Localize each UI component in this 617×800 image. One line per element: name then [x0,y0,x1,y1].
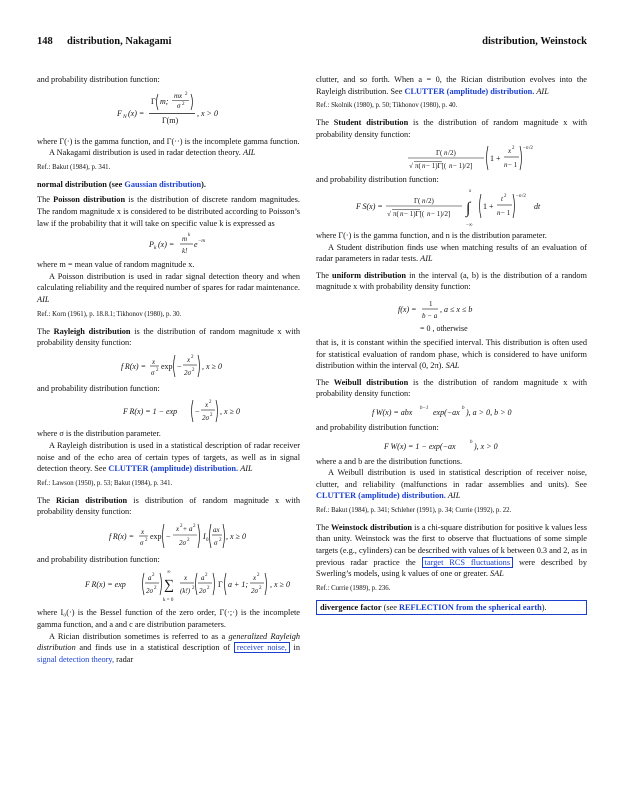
header-left-title: distribution, Nakagami [67,36,172,47]
svg-text:0: 0 [206,537,209,543]
reference: Ref.: Currie (1989), p. 236. [316,584,391,592]
svg-text:I: I [203,531,206,541]
svg-text:∞: ∞ [167,570,171,576]
svg-text:n: n [449,162,453,171]
equation-rayleigh-pdf [37,349,300,383]
reference: Ref.: Bakut (1984), p. 341; Schleher (1991), p. 34; Currie (1992), p. 22. [316,506,512,514]
svg-text:−: − [177,361,182,371]
eq-num-frac-bot: σ [177,101,181,110]
italic-term: generalized Rayleigh distribution [37,631,301,653]
page-header [37,36,587,50]
eq-den: Γ(m) [162,115,179,125]
entry-term: Poisson distribution [53,195,126,205]
paragraph: where I₀(·) is the Bessel function of the zero order, Γ(·;·) is the incomplete gamma function, and a and c are distribution parameters. [37,608,300,630]
svg-text:−: − [516,193,519,199]
paragraph-text: A Poisson distribution is used in radar signal detection theory and when calculating reliability and the required number of spares for radar maintenance. [37,271,300,293]
equation-nakagami-cdf [37,86,300,136]
svg-text:n: n [444,149,448,158]
eq-num-frac-bot-sup: 2 [182,101,185,107]
svg-text:−∞: −∞ [466,222,473,228]
svg-text:2: 2 [259,586,262,592]
svg-text:x: x [253,574,257,583]
eq-lhs: P [149,240,154,250]
svg-text:2: 2 [152,573,155,579]
eq-den: k! [182,247,188,256]
svg-text:x: x [469,188,472,194]
signature: AIL [420,254,433,264]
reference: Ref.: Skolnik (1980), p. 50; Tikhonov (1980), p. 40. [316,102,458,110]
svg-text:− 1)Γ[(: − 1)Γ[( [426,162,447,171]
eq-num-frac-sup: 2 [185,91,188,97]
eq-lhs: F R(x) = exp [85,580,126,590]
svg-text:2: 2 [512,146,515,152]
svg-text:π(: π( [393,209,399,218]
eq-num: m [182,235,188,244]
equation-weibull-pdf [316,400,587,422]
entry-rician [37,495,300,518]
svg-text:2: 2 [193,523,196,529]
eq-sup: b−1 [420,405,429,411]
cross-reference-link[interactable]: CLUTTER (amplitude) distribution. [404,86,535,96]
svg-text:a: a [189,524,193,533]
svg-text:2: 2 [180,523,183,529]
left-column [37,74,300,665]
equation-rician-pdf [37,518,300,554]
svg-text:2: 2 [205,573,208,579]
eq-num-gamma: Γ [151,96,156,106]
svg-text:k = 0: k = 0 [163,598,174,604]
cross-reference-link[interactable]: CLUTTER (amplitude) distribution. [108,464,239,474]
entry-end: ). [201,179,206,189]
eq-lhs: F R(x) = 1 − exp [123,407,178,417]
receiver-noise-link[interactable]: receiver noise, [234,642,290,653]
svg-text:exp: exp [161,361,173,371]
eq-cond: , x > 0 [197,108,218,118]
paragraph [316,467,587,502]
paragraph-text: radar [114,654,134,664]
equation-rayleigh-cdf [37,394,300,428]
reference: Ref.: Lawson (1950), p. 53; Bakut (1984), p. 341. [37,479,173,487]
svg-text:2: 2 [187,537,190,543]
paragraph-text: that is, it is constant within the specified interval. This distribution is often used for statistical evaluation of random phase, which is considered to have uniform distribution within the interval (0, 2π). [316,337,587,371]
svg-text:a: a [148,574,152,583]
entry-term: Rayleigh distribution [53,326,131,336]
entry-the: The [316,118,334,128]
eq-end: ), x > 0 [474,441,498,451]
entry-the: The [316,522,332,532]
svg-text:∫: ∫ [466,199,471,217]
eq-lhs: F S(x) = [356,201,383,211]
entry-text: is the distribution of random magnitude x with probability density function: [37,326,301,348]
svg-text:2: 2 [257,573,260,579]
svg-text:2: 2 [156,367,159,373]
svg-text:2σ: 2σ [179,538,186,547]
eq-else: = 0 , otherwise [420,323,468,333]
eq-lhs: f W(x) = abx [372,407,413,417]
svg-text:2σ: 2σ [199,587,206,596]
eq-sub: k [154,245,157,252]
svg-text:− 1: − 1 [501,208,511,217]
eq-lhs: f R(x) = [121,361,146,371]
entry-weinstock [316,522,587,580]
entry-the: The [37,195,54,205]
equation-rician-cdf [37,565,300,607]
entry-text: is a chi-square distribution for positive k values less than unity. Weinstock was the first to observe that fluctuations of some simple targets (e.g., cylinders) can be described with values of k between 0.3 and 2, as in previous radar practice the [316,522,588,567]
svg-text:σ: σ [151,368,155,377]
paragraph [316,242,587,265]
svg-text:+: + [183,524,187,533]
cross-reference-link[interactable]: REFLECTION from the spherical earth [399,602,542,612]
svg-text:Γ: Γ [218,580,223,590]
equation-weibull-cdf [316,434,587,456]
paragraph: where Γ(·) is the gamma function, and n is the distribution parameter. [316,230,547,240]
entry-the: The [316,270,332,280]
paragraph: where σ is the distribution parameter. [37,429,161,439]
eq-sub: N [123,113,127,120]
svg-text:n: n [497,208,501,217]
entry-the: The [37,326,54,336]
equation-student-pdf [316,140,587,174]
entry-normal-distribution [37,179,300,191]
eq-end: ), a > 0, b > 0 [466,407,512,417]
svg-text:2σ: 2σ [146,587,153,596]
target-rcs-fluctuations-link[interactable]: target RCS fluctuations [422,557,513,568]
entry-weibull [316,377,587,400]
entry-term: normal distribution [37,179,107,189]
paragraph-text: A Weibull distribution is used in statistical description of receiver noise, clutter, and reliability (malfunctions in radar assemblies and units). See [316,468,587,489]
eq-sup2: b [462,405,465,411]
svg-text:√: √ [409,162,413,171]
svg-text:(k!): (k!) [180,587,191,596]
svg-text:1 +: 1 + [490,154,501,164]
entry-see: (see [381,602,400,612]
svg-text:/2): /2) [448,149,456,158]
svg-text:− 1)/2]: − 1)/2] [453,162,473,171]
svg-text:1 +: 1 + [483,201,494,211]
cross-reference-link[interactable]: CLUTTER (amplitude) distribution. [316,491,446,501]
header-right-title: distribution, Weinstock [482,36,587,47]
svg-text:2: 2 [209,400,212,406]
eq-rest: exp(−ax [433,407,460,417]
eq-cond: , a ≤ x ≤ b [440,304,473,314]
eq-num-m: m; [160,96,169,106]
eq-cond: , x ≥ 0 [220,407,240,417]
entry-text: is distribution of random magnitude x with probability density function: [37,495,300,517]
svg-text:n: n [519,193,522,199]
entry-uniform [316,270,587,293]
eq-cond: , x ≥ 0 [226,531,246,541]
signature: AIL [447,491,461,501]
entry-term: Weinstock distribution [331,522,413,532]
paragraph-text: and finds use in a statistical description of [75,643,234,653]
paragraph: and probability distribution function: [316,422,439,432]
svg-text:x: x [184,574,188,583]
equation-poisson [37,229,300,259]
svg-text:∑: ∑ [164,578,174,594]
paragraph-text: A Student distribution finds use when matching results of an evaluation of radar parameters in radar tests. [316,242,587,264]
svg-text:2: 2 [145,537,148,543]
svg-text:2: 2 [504,193,507,199]
cross-reference-link[interactable]: Gaussian distribution [124,179,202,189]
svg-text:σ: σ [140,538,144,547]
paragraph [37,147,300,159]
svg-text:/2: /2 [522,193,526,199]
svg-text:x: x [205,401,209,410]
paragraph-text: clutter, and so forth. When a = 0, the Rician distribution evolves into the Rayleigh distribution. See [316,75,587,96]
entry-text: is the distribution of random magnitude x with probability density function: [316,377,587,399]
svg-text:Γ(: Γ( [414,196,421,205]
signature: AIL [37,294,50,304]
svg-text:2: 2 [154,586,157,592]
paragraph-text: A Rician distribution sometimes is referred to as a [49,631,229,641]
signature: AIL [536,86,549,96]
svg-text:x: x [187,355,191,364]
svg-text:x: x [141,527,145,536]
signature: AIL [242,148,256,158]
eq-arg: (x) = [128,108,145,118]
svg-text:2σ: 2σ [251,587,258,596]
eq-exp: e [194,240,198,250]
paragraph [37,440,300,475]
svg-text:a + 1;: a + 1; [228,580,249,590]
svg-text:2: 2 [219,537,222,543]
eq-num-frac-top: mx [174,91,183,100]
svg-text:σ: σ [214,538,218,547]
entry-poisson [37,194,300,229]
svg-text:t: t [501,194,503,203]
svg-text:2σ: 2σ [184,368,191,377]
svg-text:n: n [400,209,404,218]
paragraph [37,631,300,666]
eq-exp-sup: −m [198,239,205,245]
svg-text:n: n [427,209,431,218]
svg-text:x: x [176,524,180,533]
eq-dt: dt [534,201,541,211]
paragraph: where a and b are the distribution functions. [316,456,463,466]
eq-arg: (x) = [158,240,175,250]
reference: Ref.: Bakut (1984), p. 341. [37,163,111,171]
svg-text:exp: exp [150,531,162,541]
svg-text:π(: π( [415,162,421,171]
entry-term: Student distribution [333,118,409,128]
svg-text:−: − [166,531,171,541]
paragraph: and probability distribution function: [37,75,160,84]
entry-student [316,117,587,140]
entry-text: is the distribution of discrete random magnitudes. The random magnitude x is considered to be distributed according to Poisson’s law if the probability that it will take on specific value k is expressed as [37,195,300,228]
entry-text: is the distribution of random magnitude x with probability density function: [316,118,587,139]
entry-the: The [37,495,57,505]
paragraph [316,74,587,97]
paragraph-text: A Nakagami distribution is used in radar detection theory. [49,148,241,158]
page-number: 148 [37,36,53,47]
svg-text:n: n [422,162,426,171]
svg-text:n: n [422,196,426,205]
eq-lhs: f R(x) = [109,531,134,541]
eq-num: 1 [429,299,433,308]
svg-text:2: 2 [210,413,213,419]
svg-text:a: a [201,574,205,583]
eq-cond: , x ≥ 0 [202,361,222,371]
reference: Ref.: Korn (1961), p. 18.8.1; Tikhonov (1980), p. 30. [37,310,182,318]
svg-text:− 1)/2]: − 1)/2] [431,209,451,218]
svg-text:√: √ [387,209,391,218]
entry-divergence-factor [316,600,587,616]
svg-text:2: 2 [207,586,210,592]
svg-text:/2: /2 [529,146,533,152]
entry-end: ). [541,602,547,612]
eq-den: b − a [422,311,438,320]
entry-term: uniform distribution [331,270,407,280]
eq-lhs: F [117,108,122,118]
right-column [316,74,587,615]
signal-detection-link[interactable]: signal detection theory, [37,654,115,664]
svg-text:/2): /2) [426,196,434,205]
paragraph: where Γ(·) is the gamma function, and Γ(··) is the incomplete gamma function. [37,136,300,146]
svg-text:− 1: − 1 [508,161,518,170]
entry-text: in the interval (a, b) is the distribution of a random magnitude x with probability density function: [316,270,587,292]
entry-term: Rician distribution [56,495,128,505]
svg-text:ax: ax [213,525,220,534]
svg-text:−: − [523,146,526,152]
paragraph: and probability distribution function: [316,175,439,185]
entry-see: (see [106,179,125,189]
svg-text:Γ(: Γ( [436,149,443,158]
paragraph: and probability distribution function: [37,383,160,393]
svg-text:n: n [526,146,529,152]
entry-text: were described by Swerling’s models, using k values of one or greater. [316,557,587,579]
svg-text:2: 2 [191,354,194,360]
paragraph-text: in [289,643,301,653]
svg-text:n: n [504,161,508,170]
eq-lhs: f(x) = [398,304,417,314]
paragraph [316,337,587,372]
entry-rayleigh [37,326,300,349]
equation-student-cdf [316,186,587,230]
eq-sup: b [470,439,473,445]
eq-num-sup: k [188,233,191,239]
entry-the: The [316,377,334,387]
entry-term: divergence factor [320,602,382,612]
entry-term: Weibull distribution [333,377,409,387]
svg-text:−: − [195,407,200,417]
equation-uniform [316,293,587,337]
paragraph [37,271,300,306]
paragraph: where m = mean value of random magnitude x. [37,260,195,270]
svg-text:2: 2 [192,367,195,373]
paragraph-text: A Rayleigh distribution is used in a statistical description of radar receiver noise and of the echo area of certain types of targets, as well as in signal detection theory. See [37,440,300,474]
paragraph: and probability distribution function: [37,554,160,564]
svg-text:2σ: 2σ [202,414,209,423]
svg-text:x: x [152,357,156,366]
signature: SAL [445,361,460,371]
signature: SAL [489,569,504,579]
svg-text:− 1)Γ[(: − 1)Γ[( [404,209,425,218]
eq-cond: , x ≥ 0 [270,580,290,590]
eq-lhs: F W(x) = 1 − exp(−ax [384,441,456,451]
svg-text:2: 2 [192,586,195,592]
svg-text:x: x [508,147,512,156]
signature: AIL [240,464,253,474]
